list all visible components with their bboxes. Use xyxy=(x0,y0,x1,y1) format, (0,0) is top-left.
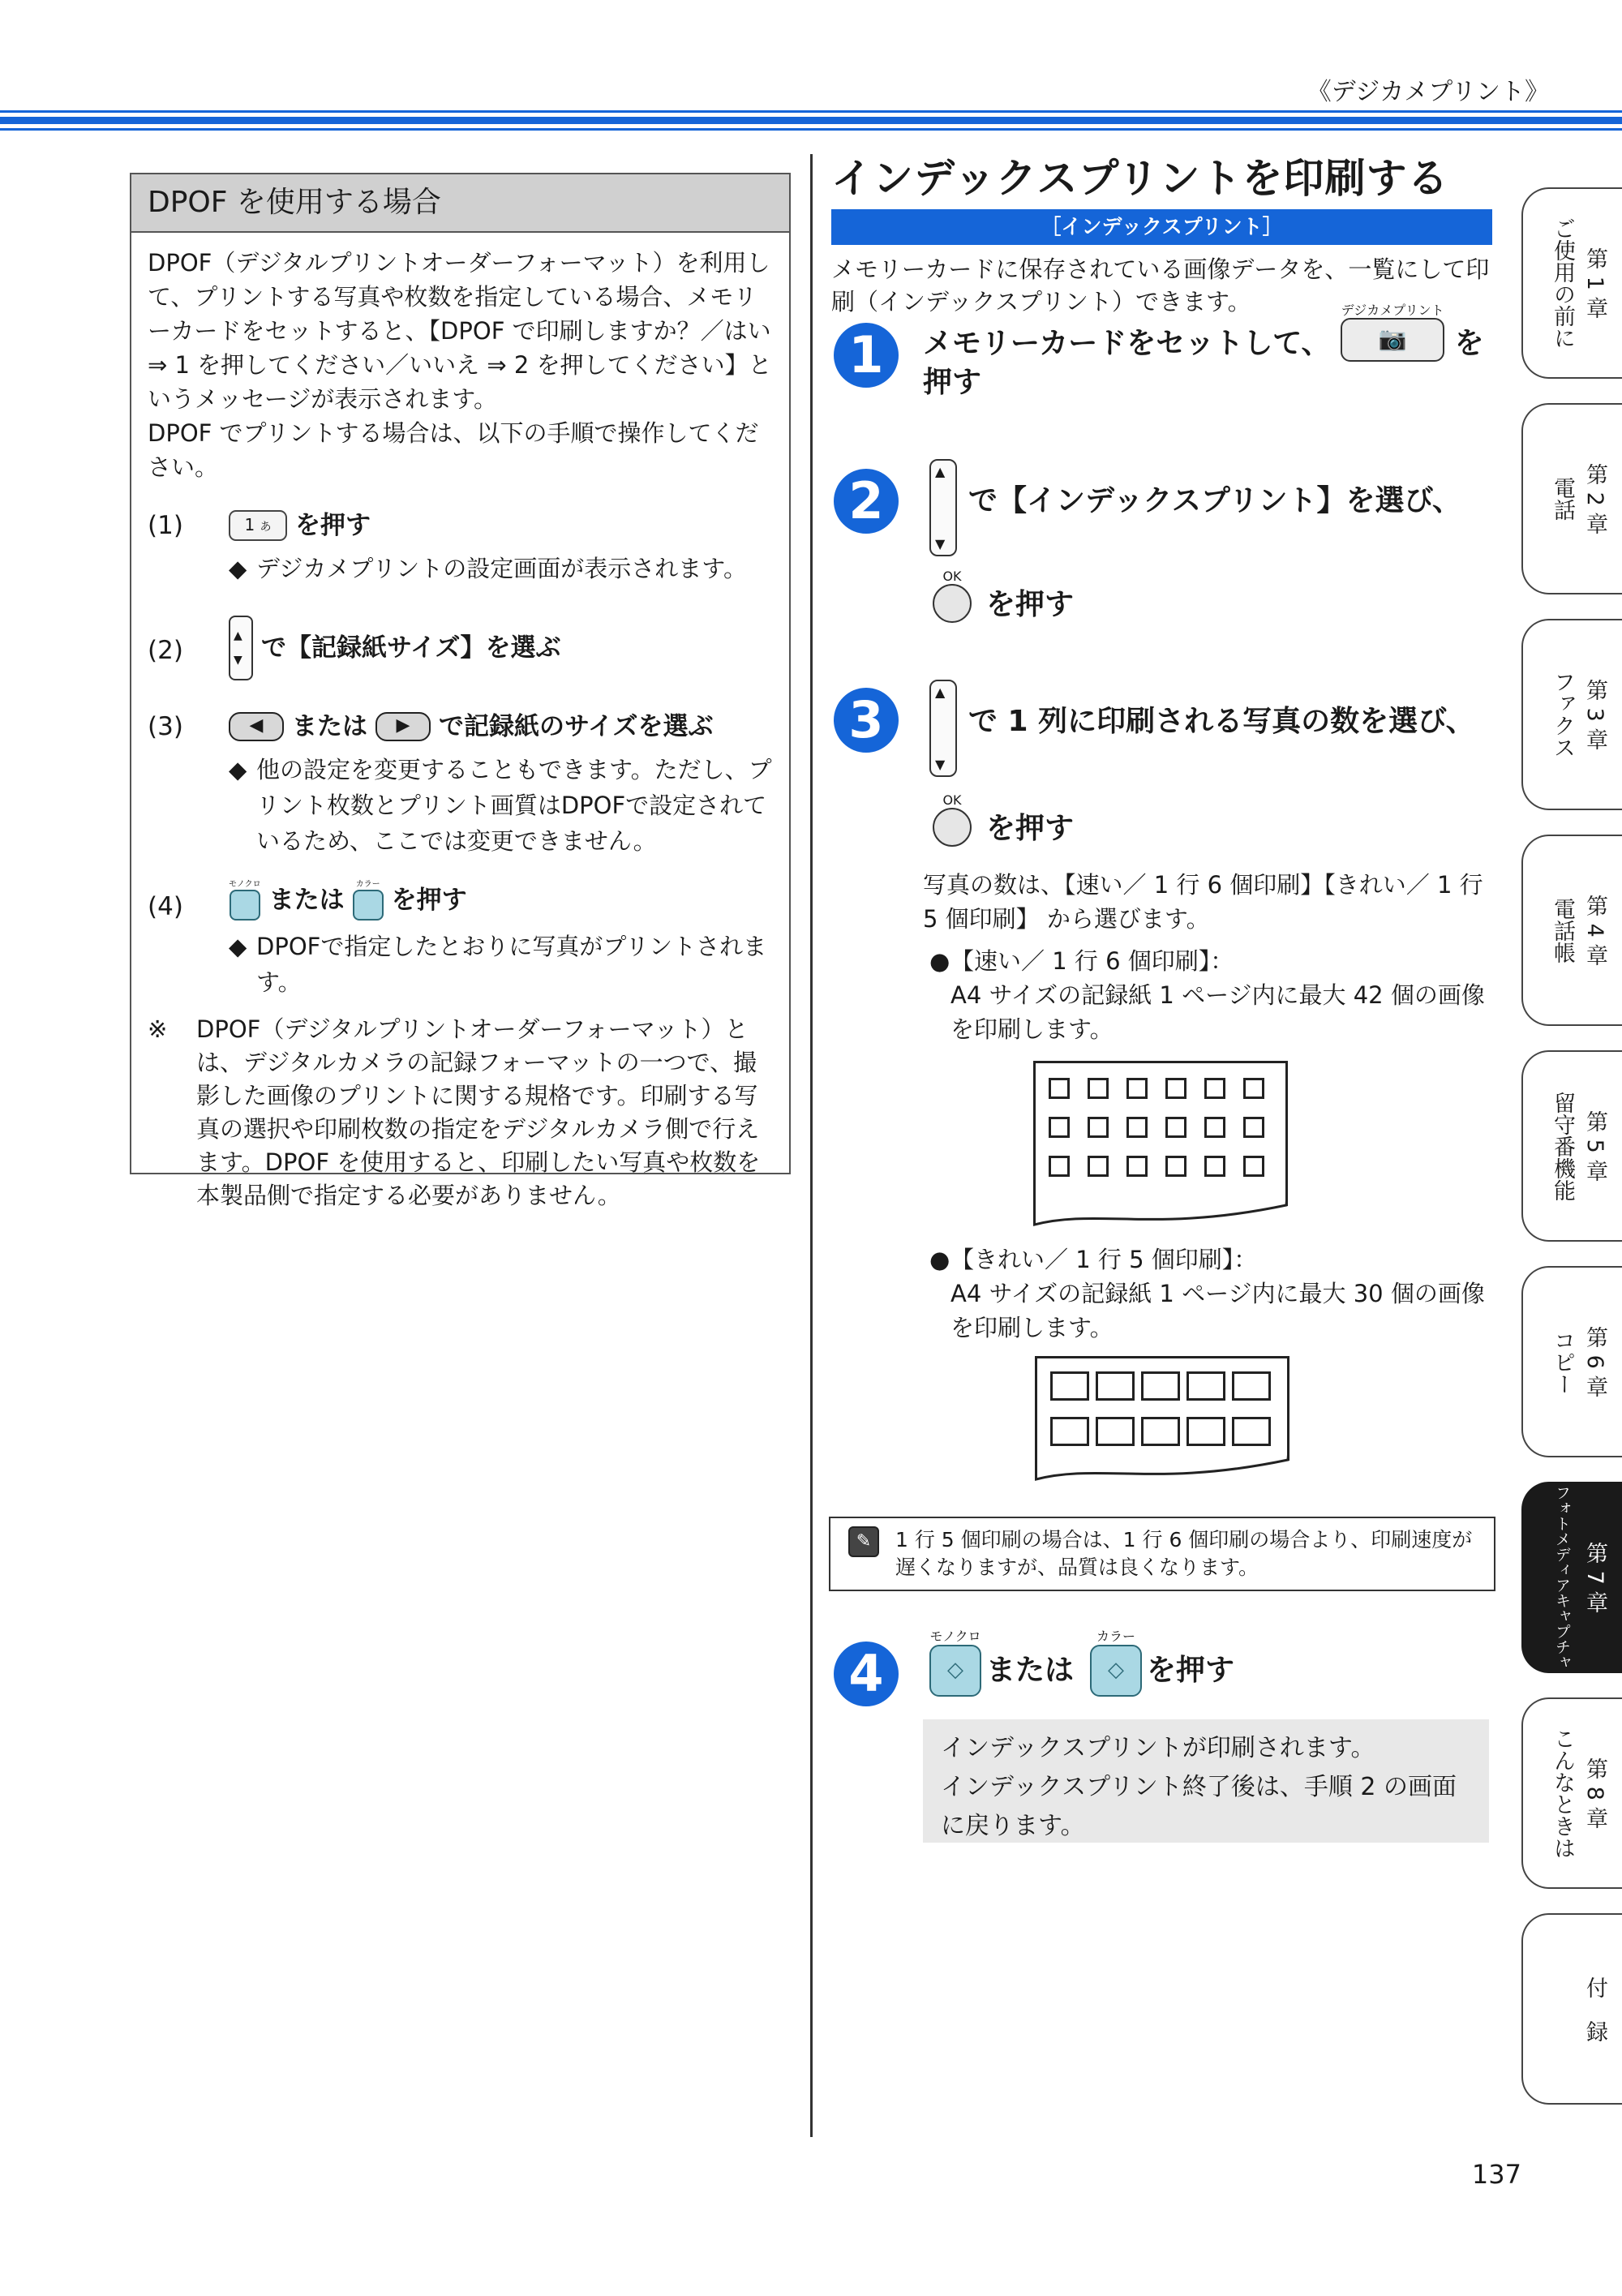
result-line-2: インデックスプリント終了後は、手順 2 の画面に戻ります。 xyxy=(941,1773,1457,1840)
step-3-badge: 3 xyxy=(834,688,899,753)
step-3-updown-key-icon xyxy=(929,680,957,780)
chapter-tab-4[interactable] xyxy=(1521,835,1622,1026)
thumbnail-placeholder xyxy=(1165,1117,1186,1138)
item-sub: 他の設定を変更することもできます。ただし、プリント枚数とプリント画質はDPOFで設定されているため、ここでは変更できません。 xyxy=(256,756,772,855)
thumbnail-placeholder xyxy=(1049,1156,1070,1177)
thumbnail-placeholder xyxy=(1088,1156,1109,1177)
chapter-tab-7[interactable] xyxy=(1521,1482,1622,1673)
thumbnail-placeholder xyxy=(1165,1078,1186,1099)
item-number: (2) xyxy=(148,636,183,665)
thumbnail-placeholder xyxy=(1049,1078,1070,1099)
diamond-icon: ◆ xyxy=(229,756,247,783)
tab-chapter-number: 第 6 章 xyxy=(1582,1325,1607,1398)
thumbnail-placeholder xyxy=(1096,1371,1135,1401)
step-4-result xyxy=(923,1719,1489,1843)
tab-title: ファクス xyxy=(1550,671,1575,758)
left-arrow-key-icon: ◀ xyxy=(229,712,284,741)
key-1-icon: 1 あ xyxy=(229,510,287,541)
digicam-print-key-icon: デジカメプリント 📷 xyxy=(1341,303,1444,362)
step-2-text: で【インデックスプリント】を選び、 xyxy=(968,484,1462,517)
mono-start-key-icon: モノクロ xyxy=(229,880,261,921)
section-intro: メモリーカードに保存されている画像データを、一覧にして印刷（インデックスプリント）できます。 xyxy=(831,255,1490,315)
option-fast xyxy=(929,944,1497,1046)
tab-title: コピー xyxy=(1550,1328,1575,1395)
note-mark-icon: ※ xyxy=(148,1015,168,1043)
dpof-item-1 xyxy=(148,509,773,586)
item-sub: DPOFで指定したとおりに写真がプリントされます。 xyxy=(256,933,767,996)
item-text: で【記録紙サイズ】を選ぶ xyxy=(261,633,561,663)
tab-chapter-number: 第 4 章 xyxy=(1582,894,1607,967)
chapter-tab-3[interactable] xyxy=(1521,619,1622,810)
thumbnail-placeholder xyxy=(1232,1417,1271,1446)
chapter-tab-1[interactable] xyxy=(1521,187,1622,379)
result-line-1: インデックスプリントが印刷されます。 xyxy=(941,1734,1375,1762)
thumbnail-placeholder xyxy=(1232,1371,1271,1401)
tab-chapter-number: 第 2 章 xyxy=(1582,462,1607,535)
item-number: (4) xyxy=(148,892,183,921)
thumbnail-placeholder xyxy=(1050,1417,1089,1446)
sheet-5-curled-edge xyxy=(1035,1455,1289,1487)
thumbnail-placeholder xyxy=(1186,1371,1225,1401)
item-number: (1) xyxy=(148,511,183,540)
step-3-text: で 1 列に印刷される写真の数を選び、 xyxy=(968,705,1475,738)
chapter-tab-8[interactable] xyxy=(1521,1697,1622,1889)
thumbnail-placeholder xyxy=(1243,1078,1264,1099)
bullet-icon: ● xyxy=(929,1246,950,1273)
step-2-ok-text: を押す xyxy=(986,588,1075,621)
note-text: DPOF（デジタルプリントオーダーフォーマット）とは、デジタルカメラの記録フォーマットの一つで、撮影した画像のプリントに関する規格です。印刷する写真の選択や印刷枚数の指定をデジタルカメラ側で行えます。DPOF を使用すると、印刷したい写真や枚数を本製品側で指定する必要がありません。 xyxy=(196,1015,761,1209)
item-mid: または xyxy=(268,886,345,915)
chapter-tab-2[interactable] xyxy=(1521,403,1622,594)
step-1-text: メモリーカードをセットして、 デジカメプリント 📷 を押す xyxy=(923,303,1484,399)
thumbnail-placeholder xyxy=(1126,1078,1148,1099)
item-text: で記録紙のサイズを選ぶ xyxy=(439,712,714,741)
thumbnail-placeholder xyxy=(1096,1417,1135,1446)
option-quality-title: 【きれい／ 1 行 5 個印刷】： xyxy=(950,1246,1258,1273)
thumbnail-placeholder xyxy=(1088,1078,1109,1099)
step-2-updown-key-icon xyxy=(929,459,957,560)
tip-box xyxy=(829,1517,1495,1591)
dpof-item-3 xyxy=(148,710,773,859)
tab-chapter-number: 第 8 章 xyxy=(1582,1757,1607,1830)
chapter-tab-6[interactable] xyxy=(1521,1266,1622,1457)
diamond-icon: ◆ xyxy=(229,555,247,582)
tab-chapter-number: 第 3 章 xyxy=(1582,678,1607,751)
diamond-icon: ◆ xyxy=(229,933,247,960)
index-sheet-6-per-row xyxy=(1033,1061,1288,1206)
chapter-header-label: 《デジカメプリント》 xyxy=(1307,78,1549,106)
step-3-ok-text: を押す xyxy=(986,812,1075,845)
dpof-intro: DPOF（デジタルプリントオーダーフォーマット）を利用して、プリントする写真や枚数を指定している場合、メモリーカードをセットすると、【DPOF で印刷しますか？／はい ⇒ 1 を押してください／いいえ ⇒ 2 を押してください】というメッセージが表示されます。 xyxy=(148,249,772,413)
mono-start-key-icon: モノクロ ◇ xyxy=(929,1629,981,1697)
color-start-key-icon: カラー ◇ xyxy=(1090,1629,1142,1697)
dpof-note xyxy=(148,1013,773,1212)
tab-chapter-number: 第 1 章 xyxy=(1582,247,1607,320)
thumbnail-placeholder xyxy=(1165,1156,1186,1177)
step-4-badge: 4 xyxy=(834,1642,899,1706)
thumbnail-placeholder xyxy=(1186,1417,1225,1446)
thumbnail-placeholder xyxy=(1126,1156,1148,1177)
thumbnail-placeholder xyxy=(1049,1117,1070,1138)
step-4-text: モノクロ ◇ または カラー ◇ を押す xyxy=(929,1629,1234,1697)
thumbnail-placeholder xyxy=(1243,1117,1264,1138)
tab-chapter-number: 第 5 章 xyxy=(1582,1109,1607,1182)
tab-title: 留守番機能 xyxy=(1550,1091,1575,1201)
tab-chapter-number: 第 7 章 xyxy=(1582,1541,1607,1614)
tab-title: ご使用の前に xyxy=(1550,217,1575,349)
item-text: を押す xyxy=(391,886,467,915)
thumbnail-placeholder xyxy=(1204,1078,1225,1099)
item-mid: または xyxy=(292,712,367,741)
step-3-desc: 写真の数は、【速い／ 1 行 6 個印刷】【きれい／ 1 行 5 個印刷】 から選びます。 xyxy=(923,871,1483,933)
option-quality xyxy=(929,1242,1497,1345)
tab-title: フォトメディアキャプチャ xyxy=(1553,1485,1571,1670)
color-start-key-icon: カラー xyxy=(353,880,384,921)
step-3-ok-key-icon: OK xyxy=(933,793,972,847)
pencil-note-icon: ✎ xyxy=(848,1526,879,1557)
tab-title: 付 録 xyxy=(1582,1976,1607,2042)
dpof-item-2 xyxy=(148,616,773,680)
thumbnail-placeholder xyxy=(1204,1117,1225,1138)
page-title: インデックスプリントを印刷する xyxy=(831,155,1449,202)
page-number: 137 xyxy=(1471,2159,1521,2190)
tab-title: こんなときは xyxy=(1550,1727,1575,1859)
bullet-icon: ● xyxy=(929,947,950,975)
right-arrow-key-icon: ▶ xyxy=(375,712,431,741)
option-quality-desc: A4 サイズの記録紙 1 ページ内に最大 30 個の画像を印刷します。 xyxy=(950,1280,1485,1341)
option-fast-desc: A4 サイズの記録紙 1 ページ内に最大 42 個の画像を印刷します。 xyxy=(950,981,1485,1043)
chapter-tab-9[interactable] xyxy=(1521,1913,1622,2105)
step-1-badge: 1 xyxy=(834,323,899,388)
thumbnail-placeholder xyxy=(1243,1156,1264,1177)
thumbnail-placeholder xyxy=(1141,1417,1180,1446)
header-rule xyxy=(0,110,1622,135)
item-text: を押す xyxy=(295,511,371,540)
dpof-info-box xyxy=(130,173,791,1209)
sheet-6-curled-edge xyxy=(1033,1200,1288,1233)
thumbnail-placeholder xyxy=(1088,1117,1109,1138)
step-2-ok-key-icon: OK xyxy=(933,569,972,623)
thumbnail-placeholder xyxy=(1126,1117,1148,1138)
item-sub: デジカメプリントの設定画面が表示されます。 xyxy=(256,555,747,582)
step-2-badge: 2 xyxy=(834,469,899,534)
chapter-tab-5[interactable] xyxy=(1521,1050,1622,1242)
tip-text: 1 行 5 個印刷の場合は、1 行 6 個印刷の場合より、印刷速度が遅くなりますが、品質は良くなります。 xyxy=(895,1528,1473,1579)
tab-title: 電話帳 xyxy=(1550,897,1575,963)
dpof-intro-2: DPOF でプリントする場合は、以下の手順で操作してください。 xyxy=(148,419,759,481)
dpof-box-title: DPOF を使用する場合 xyxy=(131,174,789,233)
thumbnail-placeholder xyxy=(1141,1371,1180,1401)
up-down-key-icon xyxy=(229,616,253,680)
option-fast-title: 【速い／ 1 行 6 個印刷】： xyxy=(950,947,1234,975)
tab-title: 電話 xyxy=(1550,477,1575,521)
thumbnail-placeholder xyxy=(1050,1371,1089,1401)
column-divider xyxy=(810,154,813,2137)
section-bar: ［インデックスプリント］ xyxy=(831,209,1492,245)
thumbnail-placeholder xyxy=(1204,1156,1225,1177)
index-sheet-5-per-row xyxy=(1035,1356,1289,1461)
item-number: (3) xyxy=(148,712,183,741)
dpof-item-4 xyxy=(148,880,773,1000)
